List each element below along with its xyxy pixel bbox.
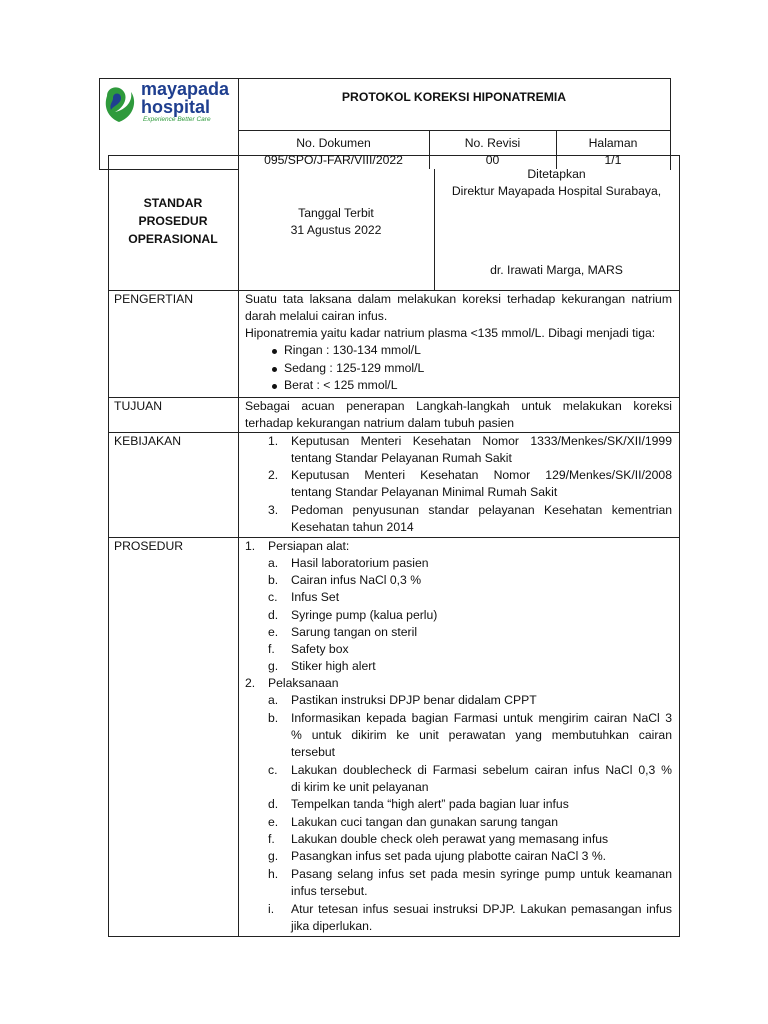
section-label-kebijakan: KEBIJAKAN — [114, 434, 182, 448]
procedure-letter: a. — [268, 693, 279, 707]
bullet-icon — [272, 384, 277, 389]
policy-line: Pedoman penyusunan standar pelayanan Kesehatan kementrian — [291, 503, 672, 517]
logo-emblem-icon — [101, 82, 141, 126]
grid-line — [670, 155, 680, 156]
procedure-letter: e. — [268, 815, 279, 829]
sop-label-line2: PROSEDUR — [138, 214, 208, 228]
step-number: 2. — [245, 676, 256, 690]
director-name: dr. Irawati Marga, MARS — [490, 263, 623, 277]
procedure-line: di kirim ke unit pelayanan — [291, 780, 429, 794]
grid-line — [238, 155, 239, 936]
tool-letter: a. — [268, 556, 279, 570]
hospital-logo — [101, 80, 236, 128]
page-label: Halaman — [588, 136, 638, 150]
tool-letter: g. — [268, 659, 279, 673]
logo-tagline: Experience Better Care — [143, 116, 211, 123]
grid-line — [238, 130, 671, 131]
sop-label-line1: STANDAR — [143, 196, 203, 210]
pengertian-bullet: Sedang : 125-129 mmol/L — [284, 361, 425, 375]
tool-letter: b. — [268, 573, 279, 587]
doc-number-value: 095/SPO/J-FAR/VIII/2022 — [264, 153, 403, 167]
procedure-letter: d. — [268, 797, 279, 811]
procedure-line: Lakukan cuci tangan dan gunakan sarung tangan — [291, 815, 558, 829]
bullet-icon — [272, 367, 277, 372]
procedure-letter: f. — [268, 832, 275, 846]
pengertian-bullet: Ringan : 130-134 mmol/L — [284, 343, 421, 357]
procedure-line: Informasikan kepada bagian Farmasi untuk mengirim cairan NaCl 3 — [291, 711, 672, 725]
approved-by: Direktur Mayapada Hospital Surabaya, — [451, 184, 662, 198]
revision-value: 00 — [485, 153, 500, 167]
procedure-line: Atur tetesan infus sesuai instruksi DPJP. Lakukan pemasangan infus — [291, 902, 672, 916]
tool-item: Infus Set — [291, 590, 340, 604]
procedure-letter: c. — [268, 763, 278, 777]
doc-number-label: No. Dokumen — [296, 136, 371, 150]
grid-line — [670, 78, 671, 170]
logo-brand-line1: mayapada — [141, 79, 230, 99]
policy-line: tentang Standar Pelayanan Minimal Rumah Sakit — [291, 485, 558, 499]
pengertian-line3: Hiponatremia yaitu kadar natrium plasma <135 mmol/L. Dibagi menjadi tiga: — [245, 326, 656, 340]
section-label-pengertian: PENGERTIAN — [114, 292, 194, 306]
grid-line — [99, 78, 100, 170]
tool-letter: e. — [268, 625, 279, 639]
grid-line — [108, 155, 109, 936]
pengertian-bullet: Berat : < 125 mmol/L — [284, 378, 398, 392]
policy-line: Kesehatan tahun 2014 — [291, 520, 414, 534]
procedure-line: jika diperlukan. — [291, 919, 373, 933]
tool-item: Safety box — [291, 642, 349, 656]
tool-letter: d. — [268, 608, 279, 622]
section-label-prosedur: PROSEDUR — [114, 539, 184, 553]
sop-label-line3: OPERASIONAL — [128, 232, 218, 246]
procedure-line: Pasangkan infus set pada ujung plabotte cairan NaCl 3 %. — [291, 849, 607, 863]
bullet-icon — [272, 349, 277, 354]
section-label-tujuan: TUJUAN — [114, 399, 163, 413]
approved-label: Ditetapkan — [527, 167, 586, 181]
revision-label: No. Revisi — [464, 136, 521, 150]
grid-line — [108, 155, 238, 156]
policy-number: 1. — [268, 434, 279, 448]
procedure-line: % untuk dikirim ke unit perawatan yang membutuhkan cairan — [291, 728, 672, 742]
procedure-line: Pastikan instruksi DPJP benar didalam CPPT — [291, 693, 537, 707]
grid-line — [108, 537, 680, 538]
document-title: PROTOKOL KOREKSI HIPONATREMIA — [341, 90, 567, 104]
procedure-line: Lakukan double check oleh perawat yang memasang infus — [291, 832, 609, 846]
issue-date-label: Tanggal Terbit — [298, 206, 374, 220]
policy-number: 2. — [268, 468, 279, 482]
pengertian-line2: darah melalui cairan infus. — [245, 309, 388, 323]
procedure-letter: b. — [268, 711, 279, 725]
policy-line: Keputusan Menteri Kesehatan Nomor 1333/Menkes/SK/XII/1999 — [291, 434, 672, 448]
tujuan-line1: Sebagai acuan penerapan Langkah-langkah untuk melakukan koreksi — [245, 399, 672, 413]
procedure-letter: i. — [268, 902, 275, 916]
procedure-line: Tempelkan tanda “high alert” pada bagian luar infus — [291, 797, 569, 811]
tool-item: Sarung tangan on steril — [291, 625, 418, 639]
procedure-line: infus tersebut. — [291, 884, 368, 898]
procedure-line: tersebut — [291, 745, 336, 759]
page-value: 1/1 — [604, 153, 622, 167]
grid-line — [108, 936, 680, 937]
grid-line — [679, 155, 680, 936]
procedure-line: Lakukan doublecheck di Farmasi sebelum cairan infus NaCl 0,3 % — [291, 763, 672, 777]
tujuan-line2: terhadap kekurangan natrium dalam tubuh pasien — [245, 416, 514, 430]
procedure-line: Pasang selang infus set pada mesin syringe pump untuk keamanan — [291, 867, 672, 881]
procedure-letter: g. — [268, 849, 279, 863]
step-title: Pelaksanaan — [268, 676, 339, 690]
issue-date-value: 31 Agustus 2022 — [290, 223, 382, 237]
pengertian-line1: Suatu tata laksana dalam melakukan koreksi terhadap kekurangan natrium — [245, 292, 672, 306]
policy-line: tentang Standar Pelayanan Rumah Sakit — [291, 451, 512, 465]
tool-item: Syringe pump (kalua perlu) — [291, 608, 438, 622]
logo-brand-line2: hospital — [141, 97, 211, 117]
policy-number: 3. — [268, 503, 279, 517]
tool-letter: f. — [268, 642, 275, 656]
tool-item: Stiker high alert — [291, 659, 376, 673]
step-title: Persiapan alat: — [268, 539, 350, 553]
policy-line: Keputusan Menteri Kesehatan Nomor 129/Menkes/SK/II/2008 — [291, 468, 672, 482]
tool-item: Hasil laboratorium pasien — [291, 556, 429, 570]
tool-letter: c. — [268, 590, 278, 604]
procedure-letter: h. — [268, 867, 279, 881]
tool-item: Cairan infus NaCl 0,3 % — [291, 573, 422, 587]
grid-line — [99, 169, 239, 170]
step-number: 1. — [245, 539, 256, 553]
